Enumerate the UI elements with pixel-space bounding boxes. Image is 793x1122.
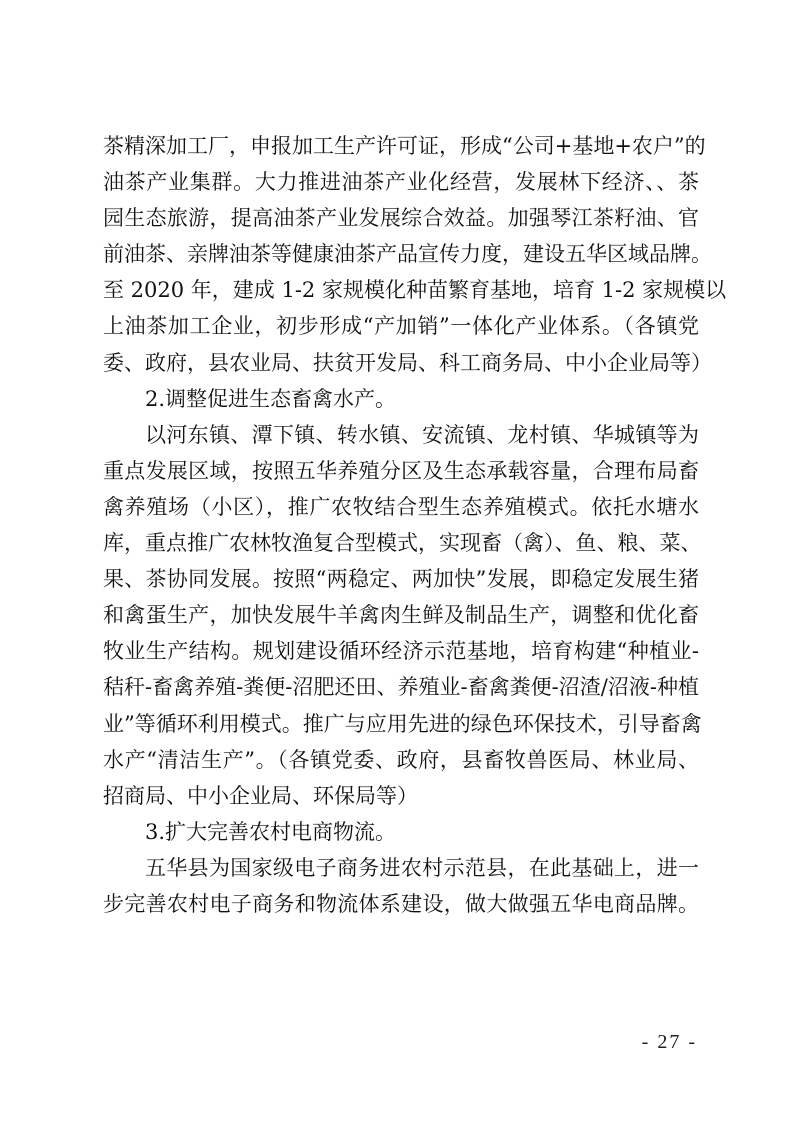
document-body — [103, 128, 727, 922]
text-line: 秸秆-畜禽养殖-粪便-沼肥还田、养殖业-畜禽粪便-沼渣/沼液-种植 — [103, 675, 699, 700]
text-line: 前油茶、亲牌油茶等健康油茶产品宣传力度，建设五华区域品牌。 — [103, 242, 712, 267]
text-line: 禽养殖场（小区），推广农牧结合型生态养殖模式。依托水塘水 — [103, 494, 699, 519]
text-line: 至 2020 年，建成 1-2 家规模化种苗繁育基地，培育 1-2 家规模以 — [103, 278, 727, 303]
text-line: 委、政府，县农业局、扶贫开发局、科工商务局、中小企业局等） — [103, 350, 712, 375]
paragraph-first-line: 五华县为国家级电子商务进农村示范县，在此基础上，进一 — [145, 855, 699, 880]
text-line: 上油茶加工企业，初步形成“产加销”一体化产业体系。（各镇党 — [103, 314, 699, 339]
text-line: 牧业生产结构。规划建设循环经济示范基地，培育构建“种植业- — [103, 639, 699, 664]
text-line: 茶精深加工厂，申报加工生产许可证，形成“公司+基地+农户”的 — [103, 134, 706, 158]
text-line: 园生态旅游，提高油茶产业发展综合效益。加强琴江茶籽油、官 — [103, 206, 699, 231]
section-heading-2: 2.调整促进生态畜禽水产。 — [145, 386, 397, 411]
text-line: 果、茶协同发展。按照“两稳定、两加快”发展，即稳定发展生猪 — [103, 567, 699, 592]
text-line: 和禽蛋生产，加快发展牛羊禽肉生鲜及制品生产，调整和优化畜 — [103, 603, 699, 628]
text-line: 重点发展区域，按照五华养殖分区及生态承载容量，合理布局畜 — [103, 458, 699, 483]
paragraph-first-line: 以河东镇、潭下镇、转水镇、安流镇、龙村镇、华城镇等为 — [145, 422, 699, 447]
text-line-last: 招商局、中小企业局、环保局等） — [103, 783, 418, 808]
text-line: 水产“清洁生产”。（各镇党委、政府，县畜牧兽医局、林业局、 — [103, 747, 699, 772]
section-heading-3: 3.扩大完善农村电商物流。 — [145, 819, 397, 844]
text-line: 油茶产业集群。大力推进油茶产业化经营，发展林下经济、、茶 — [103, 170, 699, 195]
text-line: 库，重点推广农林牧渔复合型模式，实现畜（禽）、鱼、粮、菜、 — [103, 531, 702, 556]
text-line: 步完善农村电子商务和物流体系建设，做大做强五华电商品牌。 — [103, 891, 699, 916]
page-number: - 27 - — [641, 1031, 697, 1053]
text-line: 业”等循环利用模式。推广与应用先进的绿色环保技术，引导畜禽 — [103, 711, 702, 736]
